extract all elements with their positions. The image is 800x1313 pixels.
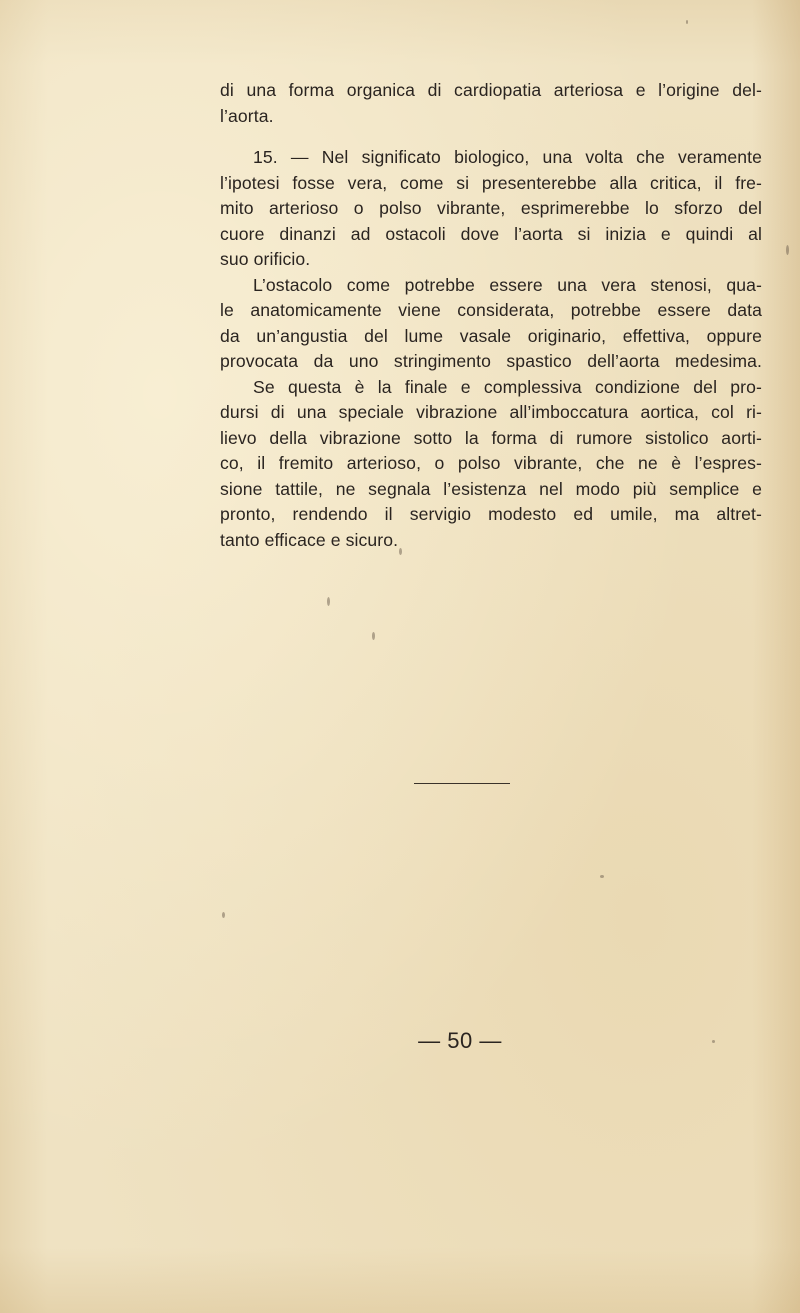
section-divider-rule	[414, 783, 510, 784]
text-line: cuore dinanzi ad ostacoli dove l’aorta si inizia e quindi al	[220, 223, 762, 244]
text-line: dursi di una speciale vibrazione all’imboccatura aortica, col ri-	[220, 402, 762, 422]
page-number-text: — 50 —	[418, 1028, 502, 1053]
text-line: lievo della vibrazione sotto la forma di rumore sistolico aorti-	[220, 427, 762, 448]
text-line: co, il fremito arterioso, o polso vibrante, che ne è l’espres-	[220, 453, 762, 473]
paper-speck	[399, 548, 402, 555]
paper-speck	[372, 632, 375, 640]
paragraph-gap	[220, 129, 762, 145]
text-line: pronto, rendendo il servigio modesto ed umile, ma altret-	[220, 504, 762, 524]
text-line: sione tattile, ne segnala l’esistenza nel modo più semplice e	[220, 478, 762, 499]
paper-speck	[686, 20, 688, 24]
text-line: l’aorta.	[220, 105, 274, 126]
page-number	[0, 1028, 800, 1054]
section-15-heading-line: 15. — Nel significato biologico, una volta che veramente	[253, 147, 762, 167]
paper-speck	[786, 245, 789, 255]
text-line: tanto efficace e sicuro.	[220, 529, 399, 550]
text-line: L’ostacolo come potrebbe essere una vera stenosi, qua-	[253, 274, 762, 295]
paper-speck	[600, 875, 604, 878]
text-line: di una forma organica di cardiopatia arteriosa e l’origine del-	[220, 80, 762, 100]
text-line: da un’angustia del lume vasale originario, effettiva, oppure	[220, 325, 762, 346]
paper-speck	[222, 912, 225, 918]
text-line: suo orificio.	[220, 249, 311, 269]
paper-speck	[327, 597, 330, 606]
text-line: provocata da uno stringimento spastico dell’aorta medesima.	[220, 351, 762, 371]
text-line: l’ipotesi fosse vera, come si presenterebbe alla critica, il fre-	[220, 172, 762, 193]
body-text	[220, 78, 762, 553]
text-line: mito arterioso o polso vibrante, esprimerebbe lo sforzo del	[220, 198, 762, 218]
paper-speck	[712, 1040, 715, 1043]
text-line: Se questa è la finale e complessiva condizione del pro-	[253, 376, 762, 397]
text-line: le anatomicamente viene considerata, potrebbe essere data	[220, 300, 762, 320]
